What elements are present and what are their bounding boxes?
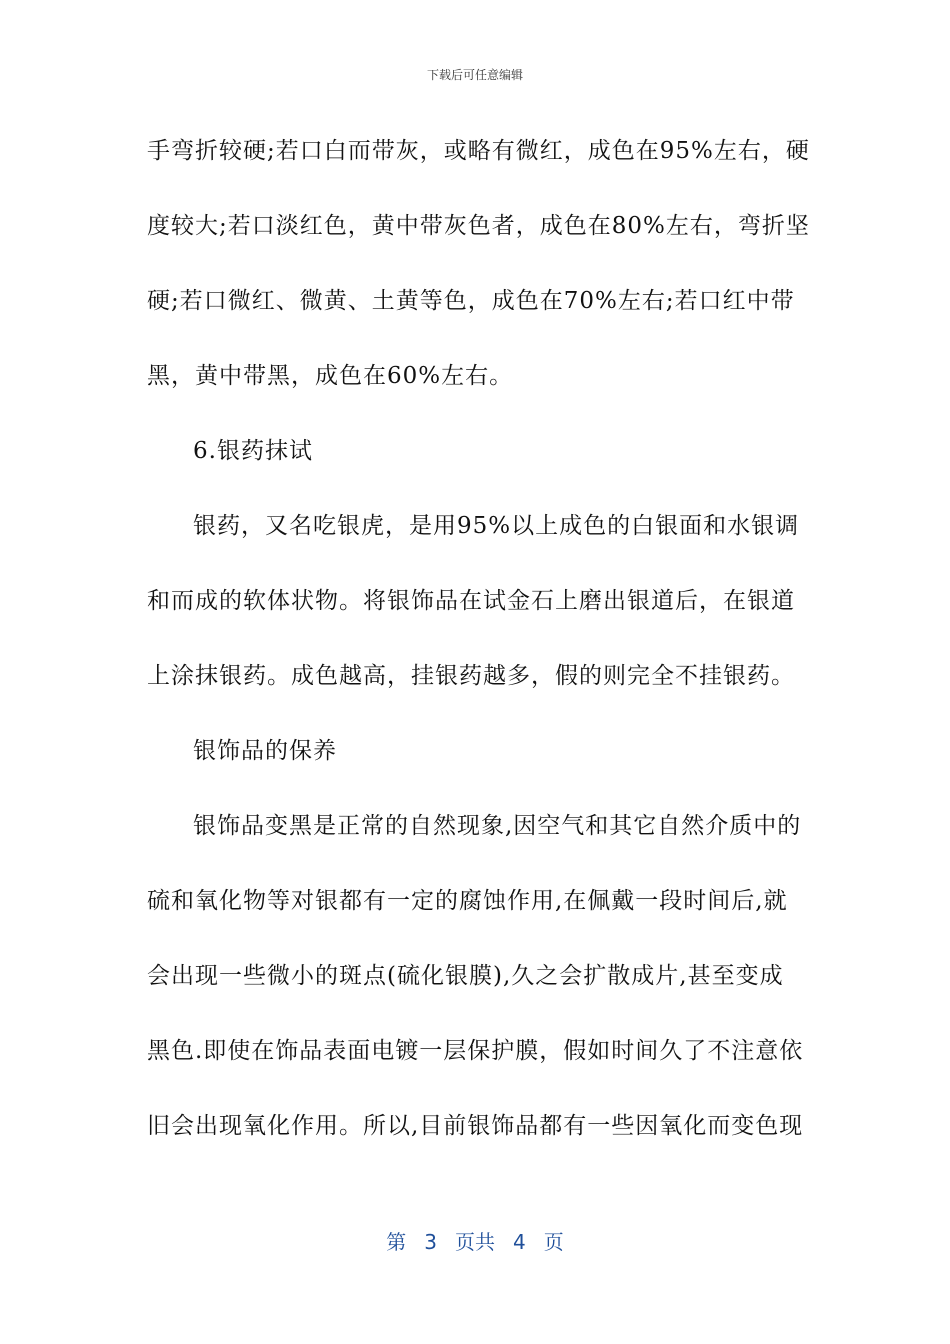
body-line-14: 旧会出现氧化作用。所以,目前银饰品都有一些因氧化而变色现 bbox=[147, 1113, 804, 1139]
page-footer bbox=[0, 1226, 950, 1255]
body-line-3: 硬;若口微红、微黄、土黄等色，成色在70%左右;若口红中带 bbox=[147, 288, 795, 314]
page-header: 下载后可任意编辑 bbox=[426, 68, 523, 82]
body-line-13: 黑色.即使在饰品表面电镀一层保护膜，假如时间久了不注意依 bbox=[147, 1038, 804, 1064]
body-line-8: 上涂抹银药。成色越高，挂银药越多，假的则完全不挂银药。 bbox=[147, 663, 795, 689]
body-line-12: 会出现一些微小的斑点(硫化银膜),久之会扩散成片,甚至变成 bbox=[147, 963, 784, 989]
page-total: 4 bbox=[513, 1230, 526, 1254]
body-line-11: 硫和氧化物等对银都有一定的腐蚀作用,在佩戴一段时间后,就 bbox=[147, 888, 788, 914]
section-heading-maintenance: 银饰品的保养 bbox=[193, 738, 337, 764]
section-heading-silver-paste: 6.银药抹试 bbox=[193, 438, 313, 464]
page-mid: 页共 bbox=[455, 1230, 495, 1254]
body-line-1: 手弯折较硬;若口白而带灰，或略有微红，成色在95%左右，硬 bbox=[147, 138, 810, 164]
page-prefix: 第 bbox=[386, 1230, 407, 1254]
body-line-7: 和而成的软体状物。将银饰品在试金石上磨出银道后，在银道 bbox=[147, 588, 795, 614]
body-line-10: 银饰品变黑是正常的自然现象,因空气和其它自然介质中的 bbox=[193, 813, 802, 839]
body-line-4: 黑，黄中带黑，成色在60%左右。 bbox=[147, 363, 514, 389]
body-line-2: 度较大;若口淡红色，黄中带灰色者，成色在80%左右，弯折坚 bbox=[147, 213, 810, 239]
body-line-6: 银药，又名吃银虎，是用95%以上成色的白银面和水银调 bbox=[193, 513, 800, 539]
page-suffix: 页 bbox=[543, 1230, 564, 1254]
page-number: 3 bbox=[424, 1230, 437, 1254]
